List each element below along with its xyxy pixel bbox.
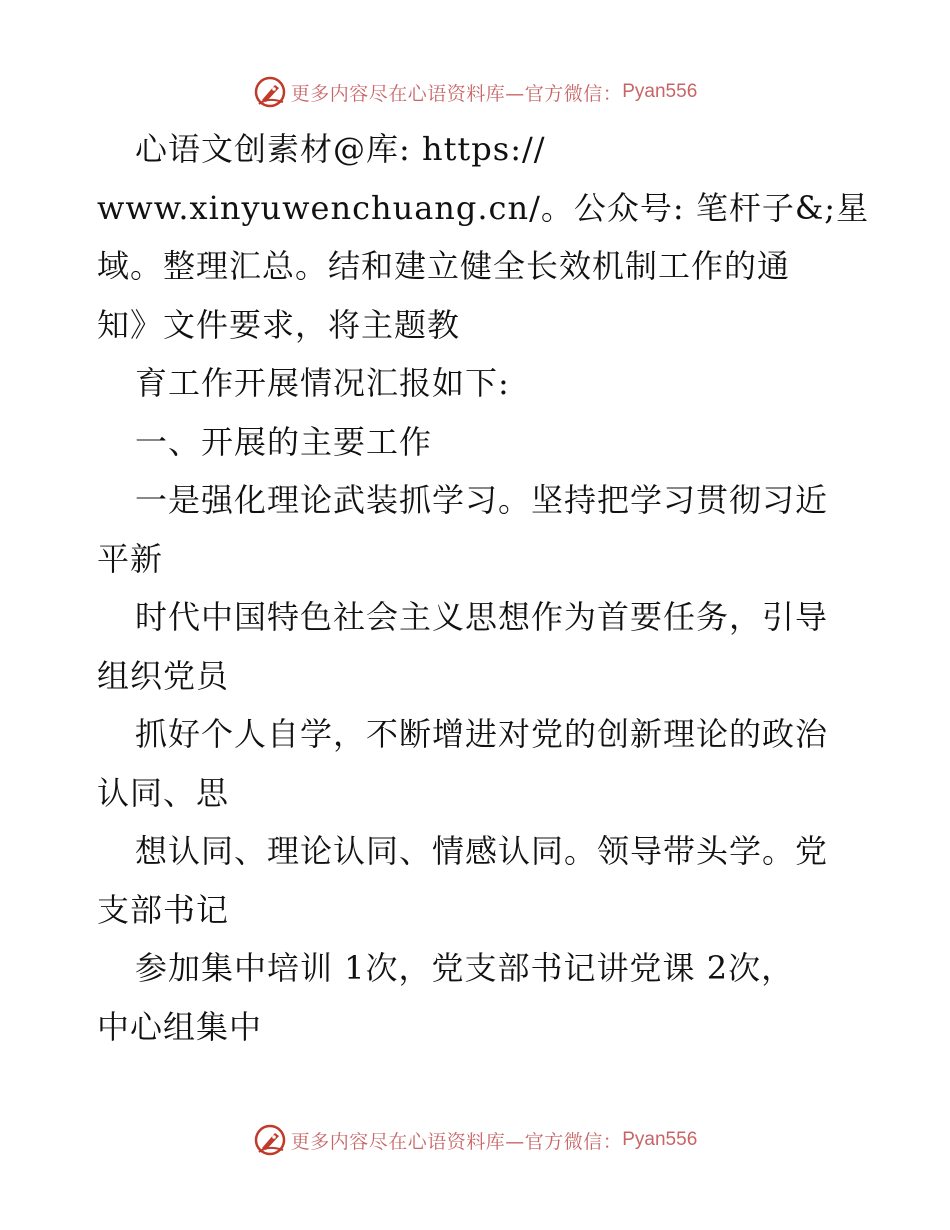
body-line: 抓好个人自学，不断增进对党的创新理论的政治 (135, 715, 829, 753)
header-wechat-id: Pyan556 (622, 81, 698, 102)
body-line: 参加集中培训 1次，党支部书记讲党课 2次， (135, 949, 795, 987)
body-line: 想认同、理论认同、情感认同。领导带头学。党 (135, 832, 829, 870)
footer-banner-text: 更多内容尽在心语资料库—官方微信： (290, 1130, 623, 1153)
body-line: 域。整理汇总。结和建立健全长效机制工作的通 (97, 247, 791, 285)
body-line: 支部书记 (97, 890, 230, 929)
body-line: 心语文创素材@库: https:// (135, 130, 546, 168)
body-line: www.xinyuwenchuang.cn/。公众号: 笔杆子&;星 (97, 188, 870, 227)
body-line: 一是强化理论武装抓学习。坚持把学习贯彻习近 (135, 481, 829, 519)
body-line: 时代中国特色社会主义思想作为首要任务，引导 (135, 598, 829, 636)
body-line: 育工作开展情况汇报如下: (135, 364, 510, 402)
body-line: 知》文件要求，将主题教 (97, 305, 461, 344)
header-banner (0, 72, 950, 112)
footer-wechat-id: Pyan556 (622, 1129, 698, 1150)
body-line: 一、开展的主要工作 (135, 422, 433, 461)
body-line: 中心组集中 (97, 1007, 263, 1046)
footer-banner (0, 1120, 950, 1160)
document-body (97, 120, 870, 1056)
body-line: 认同、思 (97, 773, 230, 812)
pen-nib-logo-icon (253, 75, 287, 109)
body-line: 组织党员 (97, 656, 230, 695)
pen-nib-logo-icon (253, 1123, 287, 1157)
header-banner-text: 更多内容尽在心语资料库—官方微信： (290, 82, 623, 105)
body-line: 平新 (97, 539, 164, 578)
